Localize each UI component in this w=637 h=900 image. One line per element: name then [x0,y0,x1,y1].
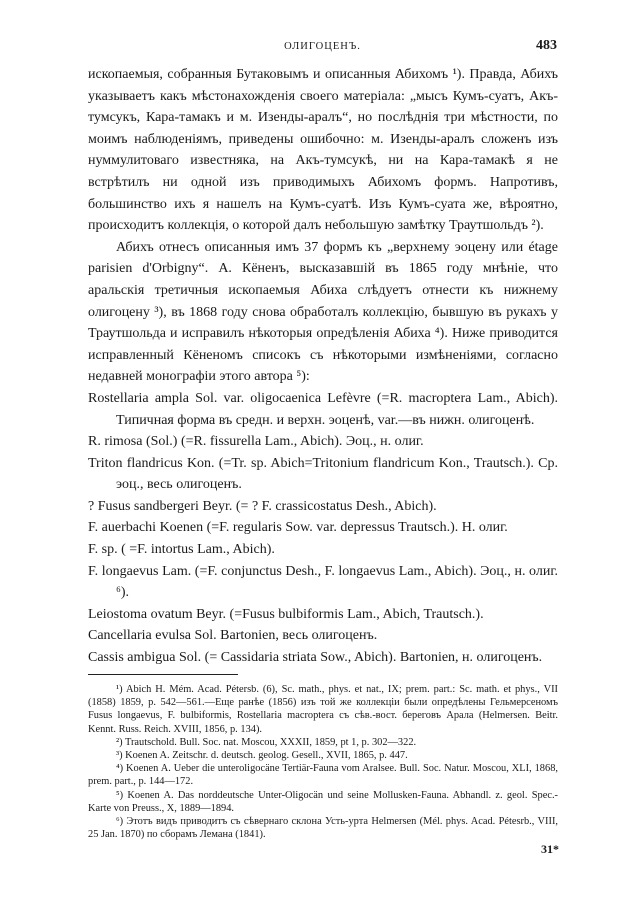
footnote: ¹) Abich H. Mém. Acad. Pétersb. (6), Sc. math., phys. et nat., IX; prem. part.: Sc. math. et phys., VII (1858) 1859, p. 542—561.—Еще ранѣе (1856) изъ той же коллекціи были опредѣлены Гельмерсеномъ Fusus longaevus, F. bulbiformis, Rostellaria macroptera съ сѣв.-вост. береговъ Арала (Helmersen. Beitr. Kennt. Russ. Reich. XVIII, 1856, p. 134). [88,684,558,735]
paragraph-continuation: ископаемыя, собранныя Бутаковымъ и описанныя Абихомъ ¹). Правда, Абихъ указываетъ какъ мѣстонахожденія своего матеріала: „мысъ Кумъ-суатъ, Акъ-тумсукъ, Кара-тамакъ и м. Изенды-аралъ“, но послѣднія три мѣстности, по моимъ наблюденіямъ, приведены ошибочно: м. Изенды-аралъ сложенъ изъ нуммулитоваго известняка, на Акъ-тумсукѣ, ни на Кара-тамакѣ я не встрѣтилъ ни одной изъ приводимыхъ Абихомъ формъ. Напротивъ, большинство ихъ я нашелъ на Кумъ-суатѣ. Изъ Кумъ-суата же, вѣроятно, происходитъ коллекція, о которой далъ небольшую замѣтку Траутшольдъ ²). [88,67,558,234]
paragraph-abich-species: Абихъ отнесъ описанныя имъ 37 формъ къ „верхнему эоцену или étage parisien d'Orbigny“. А. Кёненъ, высказавшій въ 1865 году мнѣніе, что аральскія третичныя ископаемыя Абиха слѣдуетъ отнести къ нижнему олигоцену ³), въ 1868 году снова обработалъ коллекцію, бывшую въ рукахъ у Траутшольда и исправилъ нѣкоторыя опредѣленія Абиха ⁴). Ниже приводится исправленный Кёненомъ списокъ съ нѣкоторыми измѣненіями, согласно недавней монографіи этого автора ⁵): [88,239,558,385]
page-number: 483 [536,38,557,53]
footnote: ⁴) Koenen A. Ueber die unteroligocäne Tertiär-Fauna vom Aralsee. Bull. Soc. Natur. Moscou, XLI, 1868, prem. part., p. 144—172. [88,763,558,788]
species-entry: Rostellaria ampla Sol. var. oligocaenica Lefèvre (=R. macroptera Lam., Abich). Типичная форма въ средн. и верхн. эоценѣ, var.—въ нижн. олигоценѣ. [88,390,558,428]
species-entry: Cancellaria evulsa Sol. Bartonien, весь олигоценъ. [88,628,378,644]
footnote: ³) Koenen A. Zeitschr. d. deutsch. geolog. Gesell., XVII, 1865, p. 447. [116,750,408,762]
species-entry: F. longaevus Lam. (=F. conjunctus Desh., F. longaevus Lam., Abich). Эоц., н. олиг. ⁶). [88,563,558,601]
species-entry: F. auerbachi Koenen (=F. regularis Sow. var. depressus Trautsch.). Н. олиг. [88,520,508,536]
running-header [88,38,557,54]
footnote: ⁵) Koenen A. Das norddeutsche Unter-Oligocän und seine Mollusken-Fauna. Abhandl. z. geol. Spec.-Karte von Preuss., X, 1889—1894. [88,789,558,814]
species-entry: Triton flandricus Kon. (=Tr. sp. Abich=Tritonium flandricum Kon., Trautsch.). Ср. эоц., весь олигоценъ. [88,455,558,493]
footnote-divider [88,674,238,675]
species-entry: R. rimosa (Sol.) (=R. fissurella Lam., Abich). Эоц., н. олиг. [88,434,424,450]
species-list [88,388,558,669]
species-entry: Cassis ambigua Sol. (= Cassidaria striata Sow., Abich). Bartonien, н. олигоценъ. [88,650,543,666]
footnote: ²) Trautschold. Bull. Soc. nat. Moscou, XXXII, 1859, pt 1, p. 302—322. [116,736,417,748]
footnotes [88,683,558,841]
running-title: ОЛИГОЦЕНЪ. [284,41,361,52]
species-entry: ? Fusus sandbergeri Beyr. (= ? F. crassicostatus Desh., Abich). [88,498,437,514]
printer-signature: 31* [541,842,559,856]
footnote: ⁶) Этотъ видъ приводитъ съ сѣвернаго склона Усть-урта Helmersen (Mél. phys. Acad. Pétesrb., VIII, 25 Jan. 1870) по сборамъ Лемана (1841). [88,816,558,841]
species-entry: F. sp. ( =F. intortus Lam., Abich). [88,542,275,558]
species-entry: Leiostoma ovatum Beyr. (=Fusus bulbiformis Lam., Abich, Trautsch.). [88,606,484,622]
main-text [88,64,558,669]
